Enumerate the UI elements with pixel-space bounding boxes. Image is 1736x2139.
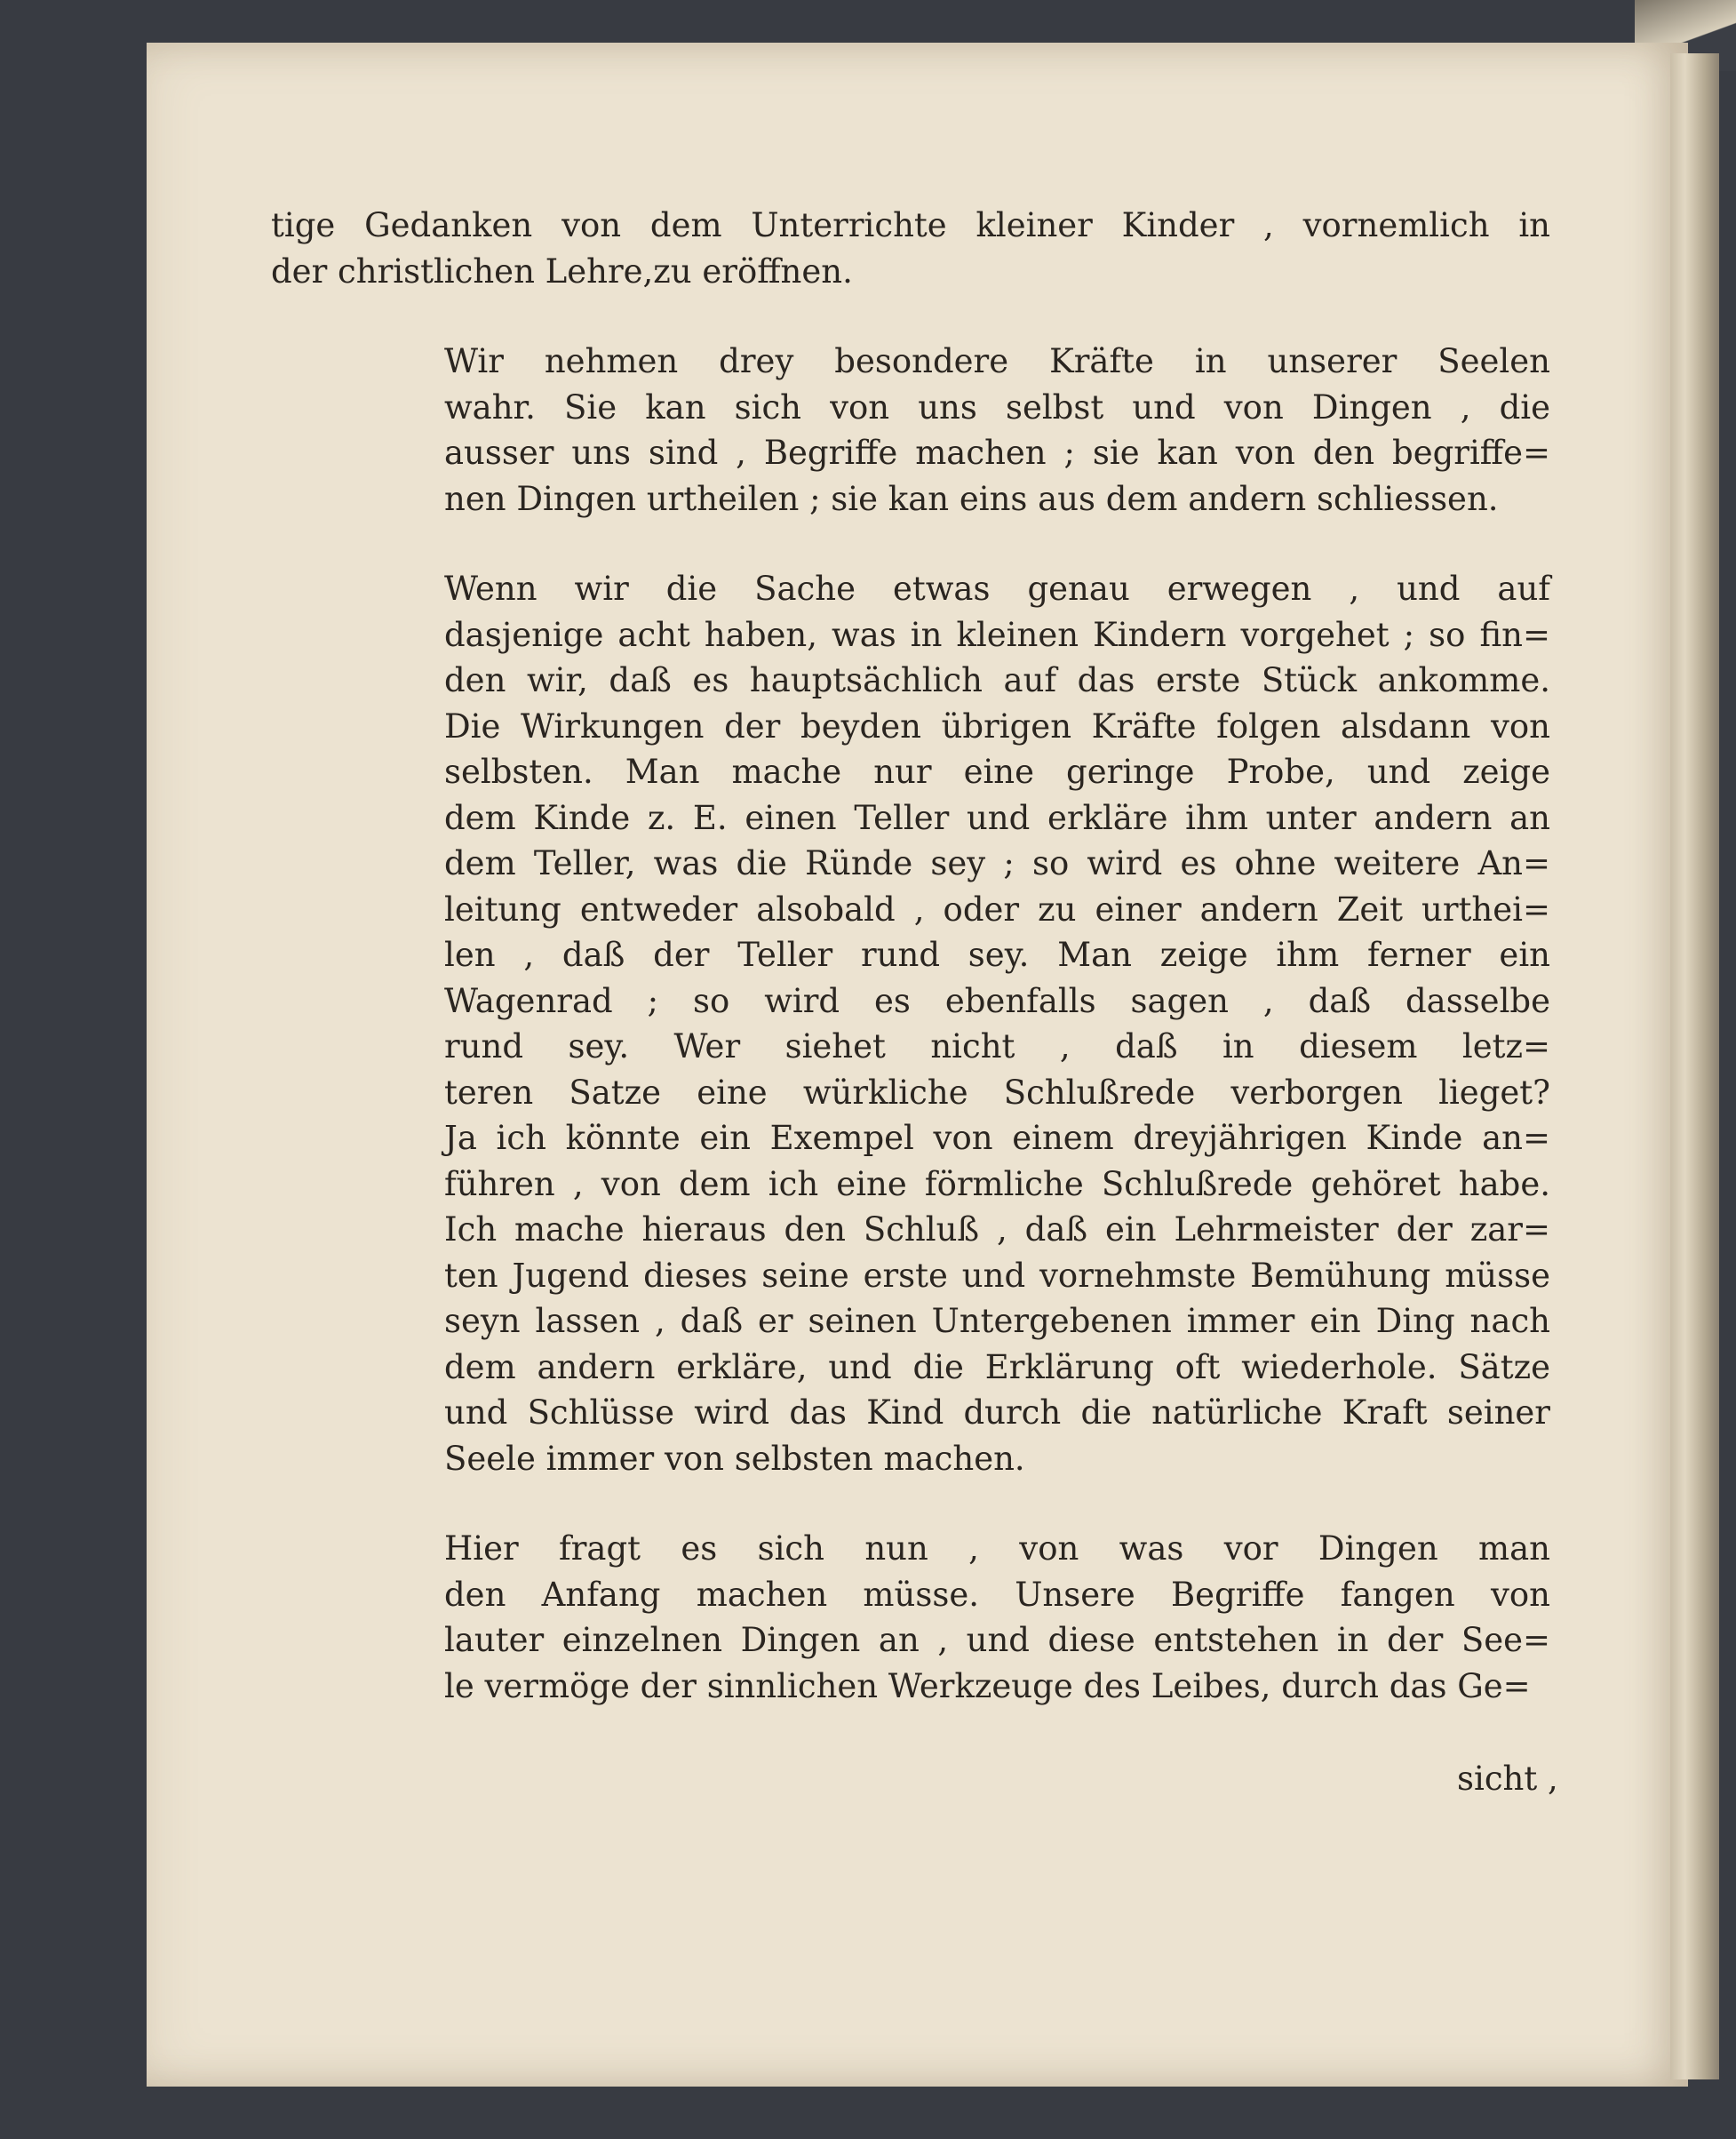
body-text bbox=[271, 203, 1550, 1753]
text-line: führen , von dem ich eine förmliche Schlußrede gehöret habe. bbox=[444, 1164, 1550, 1203]
text-line: seyn lassen , daß er seinen Untergebenen immer ein Ding nach bbox=[444, 1302, 1550, 1340]
page-edge-stack bbox=[1670, 53, 1719, 2079]
text-line: teren Satze eine würkliche Schlußrede verborgen lieget? bbox=[444, 1073, 1550, 1112]
text-line: selbsten. Man mache nur eine geringe Probe, und zeige bbox=[444, 753, 1550, 791]
text-line: tige Gedanken von dem Unterrichte kleiner Kinder , vornemlich in bbox=[271, 206, 1550, 244]
text-line: Wagenrad ; so wird es ebenfalls sagen , daß dasselbe bbox=[444, 981, 1550, 1020]
text-line: der christlichen Lehre,zu eröffnen. bbox=[271, 251, 853, 291]
text-line: Seele immer von selbsten machen. bbox=[444, 1439, 1025, 1478]
catchword: sicht , bbox=[1457, 1760, 1558, 1798]
text-line: Wir nehmen drey besondere Kräfte in unserer Seelen bbox=[444, 342, 1550, 380]
text-line: len , daß der Teller rund sey. Man zeige ihm ferner ein bbox=[444, 936, 1550, 974]
text-line: dem Kinde z. E. einen Teller und erkläre ihm unter andern an bbox=[444, 798, 1550, 837]
text-line: dem Teller, was die Ründe sey ; so wird es ohne weitere An= bbox=[444, 844, 1550, 882]
text-line: den Anfang machen müsse. Unsere Begriffe fangen von bbox=[444, 1575, 1550, 1614]
text-line: ten Jugend dieses seine erste und vornehmste Bemühung müsse bbox=[444, 1256, 1550, 1295]
text-line: lauter einzelnen Dingen an , und diese entstehen in der See= bbox=[444, 1621, 1550, 1659]
paragraph bbox=[271, 203, 1550, 294]
text-line: nen Dingen urtheilen ; sie kan eins aus dem andern schliessen. bbox=[444, 479, 1499, 518]
text-line: leitung entweder alsobald , oder zu einer andern Zeit urthei= bbox=[444, 890, 1550, 929]
text-line: rund sey. Wer siehet nicht , daß in diesem letz= bbox=[444, 1027, 1550, 1066]
text-line: Ja ich könnte ein Exempel von einem dreyjährigen Kinde an= bbox=[444, 1119, 1550, 1157]
text-line: ausser uns sind , Begriffe machen ; sie kan von den begriffe= bbox=[444, 434, 1550, 472]
text-line: dasjenige acht haben, was in kleinen Kindern vorgehet ; so fin= bbox=[444, 615, 1550, 654]
text-line: Hier fragt es sich nun , von was vor Dingen man bbox=[444, 1529, 1550, 1568]
text-line: den wir, daß es hauptsächlich auf das erste Stück ankomme. bbox=[444, 661, 1550, 699]
text-line: Die Wirkungen der beyden übrigen Kräfte folgen alsdann von bbox=[444, 706, 1550, 746]
text-line: Ich mache hieraus den Schluß , daß ein Lehrmeister der zar= bbox=[444, 1210, 1550, 1249]
paragraph bbox=[271, 566, 1550, 1481]
text-line: dem andern erkläre, und die Erklärung oft wiederhole. Sätze bbox=[444, 1347, 1550, 1386]
text-line: wahr. Sie kan sich von uns selbst und von Dingen , die bbox=[444, 387, 1550, 427]
paragraph bbox=[271, 1526, 1550, 1709]
paragraph bbox=[271, 339, 1550, 522]
text-line: le vermöge der sinnlichen Werkzeuge des Leibes, durch das Ge= bbox=[444, 1666, 1531, 1705]
text-line: Wenn wir die Sache etwas genau erwegen , und auf bbox=[444, 570, 1550, 608]
text-line: und Schlüsse wird das Kind durch die natürliche Kraft seiner bbox=[444, 1393, 1550, 1432]
